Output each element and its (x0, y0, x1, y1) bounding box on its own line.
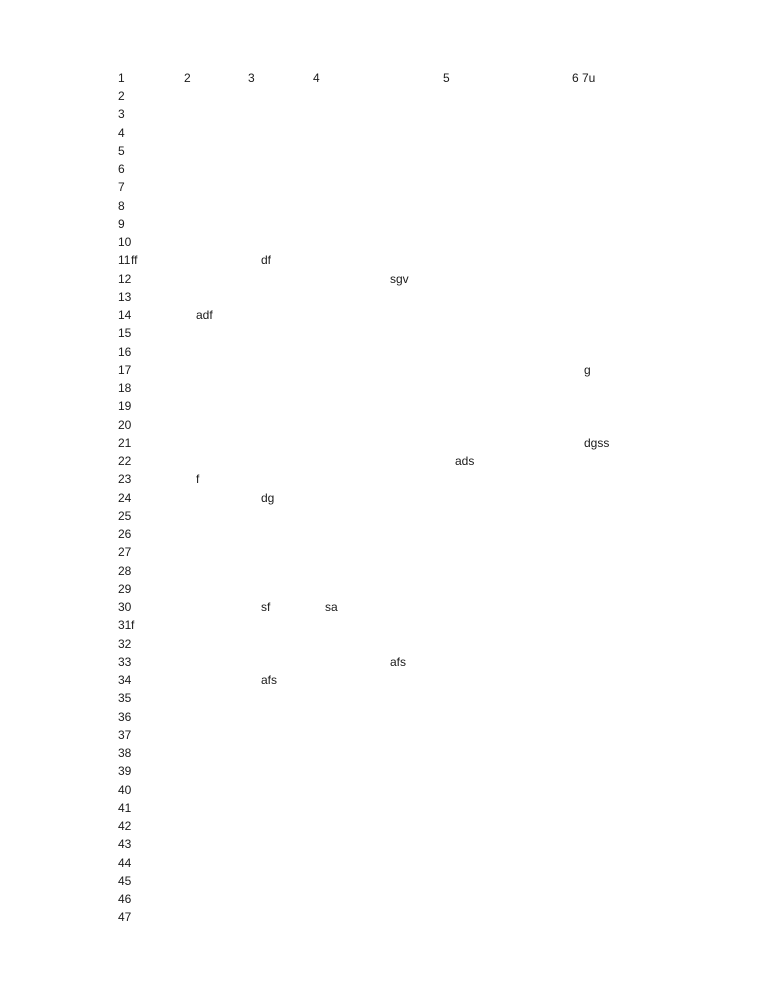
row-number: 19 (118, 399, 132, 414)
row-number: 43 (118, 837, 132, 852)
cell-entry: df (261, 253, 272, 268)
header-cell-4: 4 (313, 71, 320, 85)
row-number: 38 (118, 746, 132, 760)
row-number: 42 (118, 819, 132, 833)
row-number: 12 (118, 271, 132, 286)
row-number: 46 (118, 892, 132, 906)
row-number: 9 (118, 216, 125, 231)
row-number: 21 (118, 435, 132, 450)
cell-entry: adf (196, 308, 213, 322)
header-cell-3: 3 (248, 71, 255, 85)
header-cell-5: 5 (443, 71, 450, 85)
row-number: 24 (118, 490, 132, 505)
row-number: 28 (118, 563, 132, 578)
row-number: 30 (118, 600, 132, 614)
row-number: 39 (118, 764, 132, 779)
row-number: 32 (118, 636, 132, 651)
cell-entry: g (584, 362, 591, 377)
row-number: 34 (118, 673, 132, 687)
row-number: 17 (118, 362, 132, 377)
row-number: 4 (118, 125, 125, 140)
cell-entry: dg (261, 490, 275, 505)
header-cell-2: 2 (184, 71, 191, 85)
row-number: 22 (118, 454, 132, 468)
row-number: 3 (118, 107, 125, 122)
row-number: 31 (118, 618, 132, 633)
row-number: 8 (118, 198, 125, 213)
row-number: 47 (118, 910, 132, 925)
row-number: 7 (118, 180, 125, 195)
row-number: 10 (118, 235, 132, 249)
row-number: 41 (118, 800, 132, 815)
row-number: 6 (118, 162, 125, 176)
cell-entry: sa (325, 600, 338, 614)
cell-entry: ff (131, 253, 138, 268)
row-number: 16 (118, 344, 132, 359)
row-number: 15 (118, 326, 132, 341)
cell-entry: afs (390, 654, 407, 669)
row-number: 27 (118, 545, 132, 560)
row-number: 29 (118, 581, 132, 596)
cell-entry: sf (261, 600, 271, 614)
cell-entry: f (196, 472, 200, 487)
cell-entry: sgv (390, 271, 409, 286)
row-number: 40 (118, 782, 132, 797)
row-number: 26 (118, 527, 132, 541)
row-number: 14 (118, 308, 132, 322)
row-number: 11 (118, 253, 131, 268)
row-number: 45 (118, 873, 132, 888)
row-number: 18 (118, 381, 132, 395)
cell-entry: ads (455, 454, 475, 468)
cell-entry: dgss (584, 435, 610, 450)
row-number: 36 (118, 709, 132, 724)
row-number: 23 (118, 472, 132, 487)
row-number: 44 (118, 855, 132, 870)
header-cell-1: 1 (118, 71, 125, 85)
cell-entry: f (131, 618, 135, 633)
row-number: 37 (118, 727, 132, 742)
header-cell-6: 6 7u (572, 71, 596, 85)
row-number: 2 (118, 89, 125, 103)
row-number: 5 (118, 143, 125, 158)
cell-entry: afs (261, 673, 278, 687)
row-number: 13 (118, 289, 132, 304)
row-number: 35 (118, 691, 132, 706)
row-number: 20 (118, 417, 132, 432)
row-number: 25 (118, 508, 132, 523)
row-number: 33 (118, 654, 132, 669)
